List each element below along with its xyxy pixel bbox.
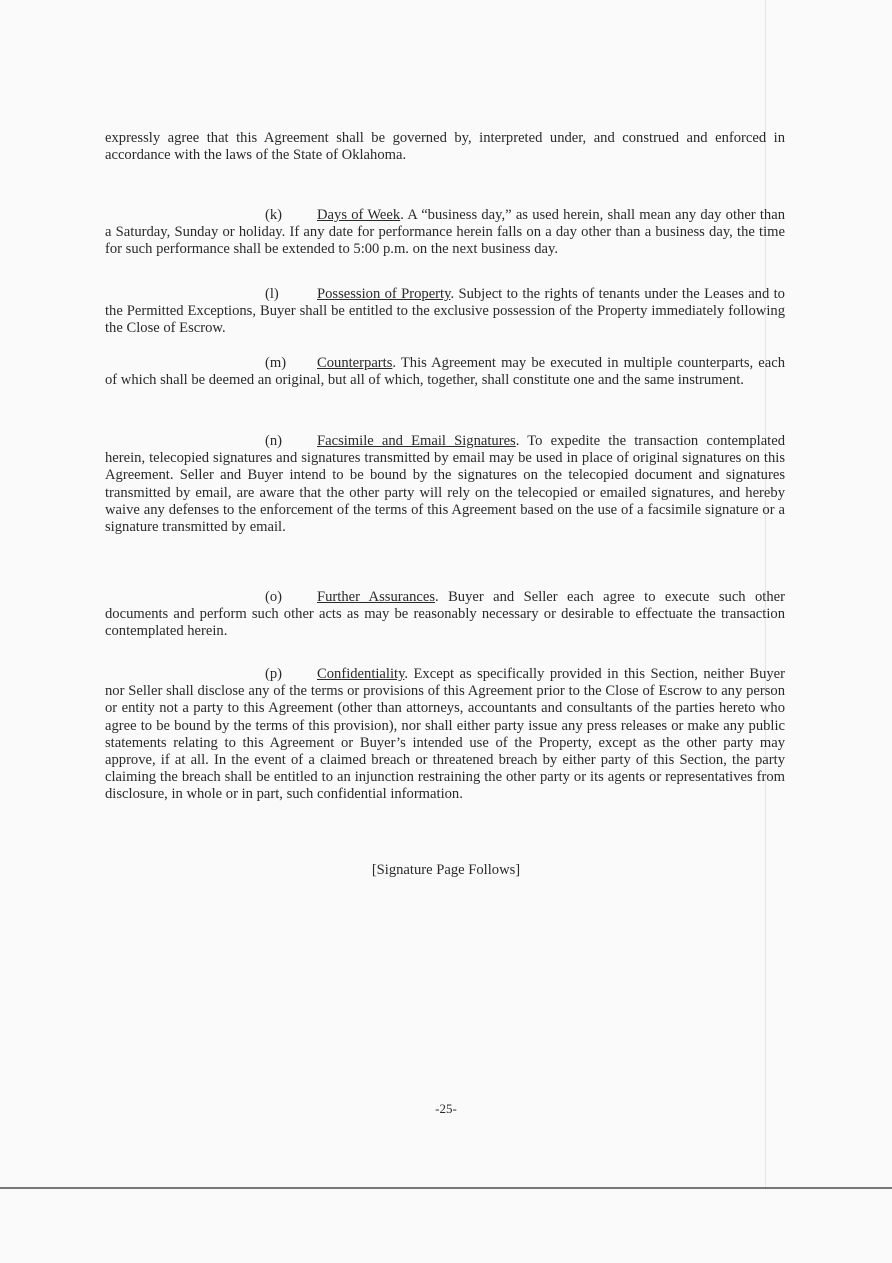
paragraph-text: . Subject to the rights of tenants under the Leases and to the Permitted Exceptions, Buyer shall be entitled to the exclusive possession of the Property immediately following the Close of Escrow. bbox=[105, 286, 785, 337]
section-heading: Counterparts bbox=[317, 355, 393, 371]
section-k-days-of-week bbox=[105, 207, 785, 259]
section-heading: Confidentiality bbox=[317, 666, 405, 682]
section-heading: Facsimile and Email Signatures bbox=[317, 433, 516, 449]
paragraph-text: . To expedite the transaction contemplated herein, telecopied signatures and signatures transmitted by email may be used in place of original signatures on this Agreement. Seller and Buyer intend to be bound by the signatures on the telecopied document and signatures transmitted by email, are aware that the other party will rely on the telecopied or emailed signatures, and hereby waive any defenses to the enforcement of the terms of this Agreement based on the use of a facsimile signature or a signature transmitted by email. bbox=[105, 433, 785, 536]
section-p-confidentiality bbox=[105, 666, 785, 804]
paragraph-text: . This Agreement may be executed in multiple counterparts, each of which shall be deemed an original, but all of which, together, shall constitute one and the same instrument. bbox=[105, 355, 785, 389]
signature-page-note: [Signature Page Follows] bbox=[371, 862, 521, 878]
paragraph-text: . Buyer and Seller each agree to execute such other documents and perform such other acts as may be reasonably necessary or desirable to effectuate the transaction contemplated herein. bbox=[105, 589, 785, 640]
section-o-further-assurances bbox=[105, 589, 785, 641]
section-label: (l) bbox=[265, 286, 279, 302]
section-label: (o) bbox=[265, 589, 283, 605]
section-label: (p) bbox=[265, 666, 283, 682]
paragraph-governing-law bbox=[105, 130, 785, 164]
section-heading: Further Assurances bbox=[317, 589, 436, 605]
section-heading: Days of Week bbox=[317, 207, 401, 223]
section-l-possession bbox=[105, 286, 785, 338]
section-label: (m) bbox=[265, 355, 287, 371]
paragraph-text: expressly agree that this Agreement shall be governed by, interpreted under, and construed and enforced in accordance with the laws of the State of Oklahoma. bbox=[105, 130, 785, 164]
paragraph-text: . Except as specifically provided in this Section, neither Buyer nor Seller shall disclose any of the terms or provisions of this Agreement prior to the Close of Escrow to any person or entity not a party to this Agreement (other than attorneys, accountants and consultants of the parties hereto who agree to be bound by the terms of this provision), nor shall either party issue any press releases or make any public statements relating to this Agreement or Buyer’s intended use of the Property, except as the other party may approve, if at all. In the event of a claimed breach or threatened breach by either party of this Section, the party claiming the breach shall be entitled to an injunction restraining the other party or its agents or representatives from disclosure, in whole or in part, such confidential information. bbox=[105, 666, 785, 803]
page-number: -25- bbox=[435, 1101, 457, 1116]
scan-bottom-edge bbox=[0, 1187, 892, 1189]
section-heading: Possession of Property bbox=[317, 286, 451, 302]
section-label: (n) bbox=[265, 433, 283, 449]
paragraph-text: . A “business day,” as used herein, shall mean any day other than a Saturday, Sunday or holiday. If any date for performance herein falls on a day other than a business day, the time for such performance shall be extended to 5:00 p.m. on the next business day. bbox=[105, 207, 786, 258]
section-label: (k) bbox=[265, 207, 283, 223]
section-m-counterparts bbox=[105, 355, 785, 389]
section-n-signatures bbox=[105, 433, 785, 536]
